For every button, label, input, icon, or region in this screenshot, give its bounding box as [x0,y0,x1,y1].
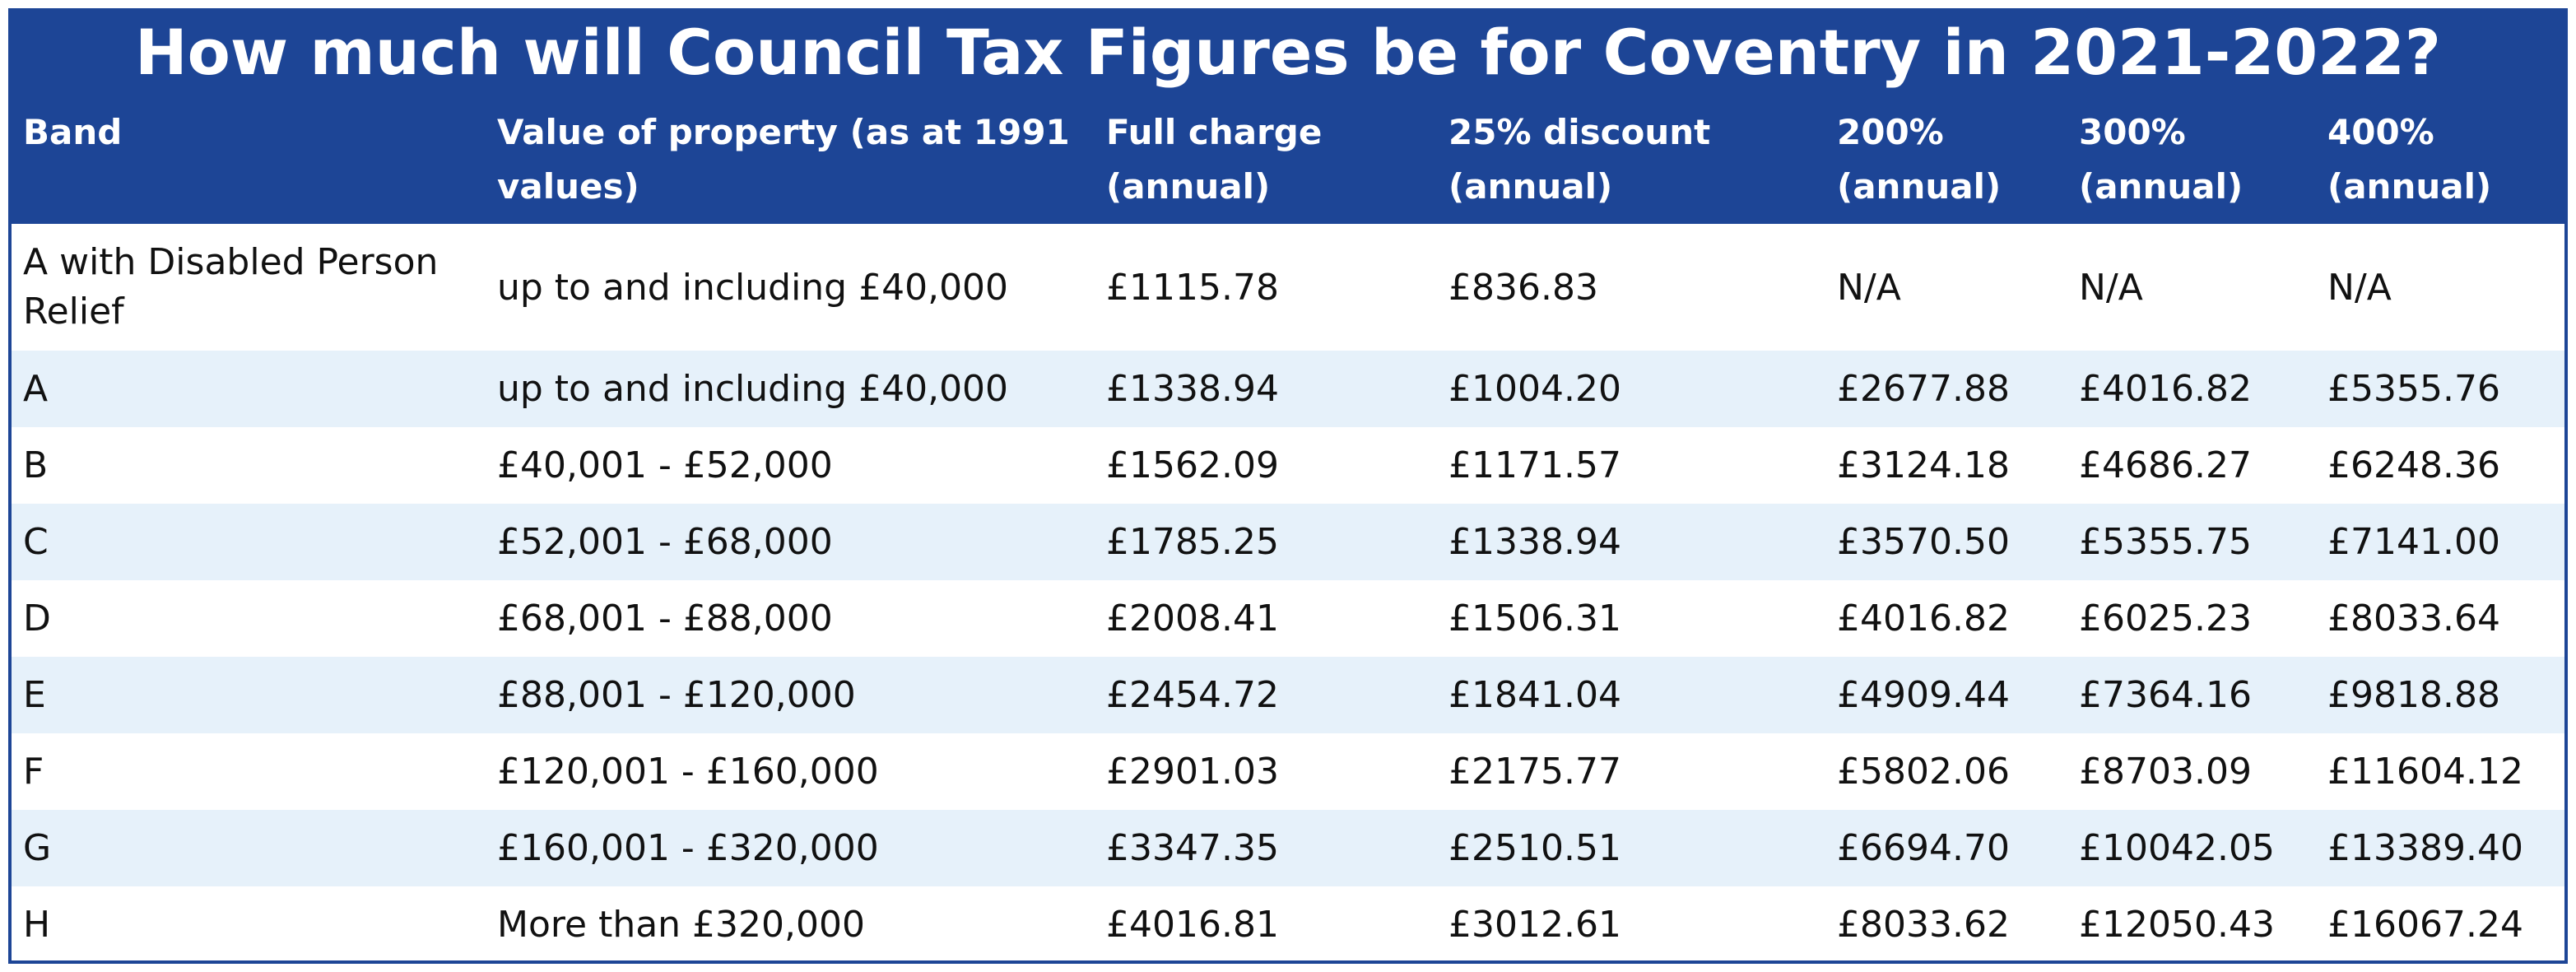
charge-300-cell: N/A [2079,266,2143,309]
header-full-charge: Full charge (annual) [1106,112,1323,207]
table-row [12,733,2564,810]
charge-200-cell: £5802.06 [1837,751,2010,793]
discount-cell: £1004.20 [1448,368,1621,410]
charge-300-cell: £8703.09 [2079,751,2252,793]
discount-cell: £2510.51 [1448,827,1621,869]
charge-300-cell: £5355.75 [2079,521,2252,563]
header-400-percent: 400% (annual) [2327,112,2492,207]
charge-200-cell: £3124.18 [1837,444,2010,486]
charge-200-cell: £3570.50 [1837,521,2010,563]
header-200-percent: 200% (annual) [1837,112,2002,207]
charge-400-cell: £8033.64 [2327,598,2500,639]
full-charge-cell: £1115.78 [1106,266,1279,309]
charge-300-cell: £4016.82 [2079,368,2252,410]
charge-400-cell: £5355.76 [2327,368,2500,410]
band-cell: D [23,597,51,639]
charge-200-cell: £4909.44 [1837,674,2010,716]
band-cell: B [23,444,49,486]
table-row [12,886,2564,963]
band-cell: C [23,520,49,563]
charge-300-cell: £4686.27 [2079,444,2252,486]
discount-cell: £836.83 [1448,266,1598,309]
property-value-cell: up to and including £40,000 [497,266,1009,309]
full-charge-cell: £2008.41 [1106,598,1279,639]
discount-cell: £1841.04 [1448,674,1621,716]
council-tax-graphic [8,8,2568,964]
charge-300-cell: £6025.23 [2079,598,2252,639]
table-row [12,504,2564,580]
band-cell: G [23,826,52,869]
property-value-cell: £120,001 - £160,000 [497,751,879,793]
charge-400-cell: N/A [2327,266,2392,309]
header-300-percent: 300% (annual) [2079,112,2244,207]
charge-300-cell: £12050.43 [2079,904,2275,946]
table-row [12,810,2564,886]
header-band: Band [23,112,123,152]
charge-400-cell: £11604.12 [2327,751,2523,793]
full-charge-cell: £1562.09 [1106,444,1279,486]
header-25-discount: 25% discount (annual) [1448,112,1711,207]
table-row [12,427,2564,504]
full-charge-cell: £2454.72 [1106,674,1279,716]
table-row [12,657,2564,733]
charge-400-cell: £16067.24 [2327,904,2523,946]
charge-300-cell: £10042.05 [2079,827,2275,869]
band-cell: A with Disabled Person Relief [23,241,439,333]
charge-300-cell: £7364.16 [2079,674,2252,716]
council-tax-table [12,94,2564,963]
full-charge-cell: £1338.94 [1106,368,1279,410]
charge-200-cell: £4016.82 [1837,598,2010,639]
charge-200-cell: £6694.70 [1837,827,2010,869]
discount-cell: £2175.77 [1448,751,1621,793]
band-cell: F [23,750,44,793]
table-row [12,351,2564,427]
property-value-cell: up to and including £40,000 [497,368,1009,410]
charge-400-cell: £9818.88 [2327,674,2500,716]
charge-400-cell: £13389.40 [2327,827,2523,869]
full-charge-cell: £2901.03 [1106,751,1279,793]
property-value-cell: £40,001 - £52,000 [497,444,833,486]
table-row [12,580,2564,657]
property-value-cell: £52,001 - £68,000 [497,521,833,563]
header-property-value: Value of property (as at 1991 values) [497,112,1070,207]
table-header-row [12,94,2564,224]
discount-cell: £1338.94 [1448,521,1621,563]
discount-cell: £1506.31 [1448,598,1621,639]
full-charge-cell: £3347.35 [1106,827,1279,869]
property-value-cell: £68,001 - £88,000 [497,598,833,639]
charge-400-cell: £6248.36 [2327,444,2500,486]
property-value-cell: £160,001 - £320,000 [497,827,879,869]
property-value-cell: More than £320,000 [497,904,865,946]
band-cell: H [23,903,51,946]
charge-200-cell: £2677.88 [1837,368,2010,410]
table-row [12,224,2564,351]
charge-200-cell: N/A [1837,266,1901,309]
band-cell: A [23,367,49,410]
property-value-cell: £88,001 - £120,000 [497,674,856,716]
discount-cell: £1171.57 [1448,444,1621,486]
band-cell: E [23,673,46,716]
full-charge-cell: £4016.81 [1106,904,1279,946]
charge-200-cell: £8033.62 [1837,904,2010,946]
discount-cell: £3012.61 [1448,904,1621,946]
page-title: How much will Council Tax Figures be for Coventry in 2021-2022? [12,12,2564,94]
full-charge-cell: £1785.25 [1106,521,1279,563]
charge-400-cell: £7141.00 [2327,521,2500,563]
